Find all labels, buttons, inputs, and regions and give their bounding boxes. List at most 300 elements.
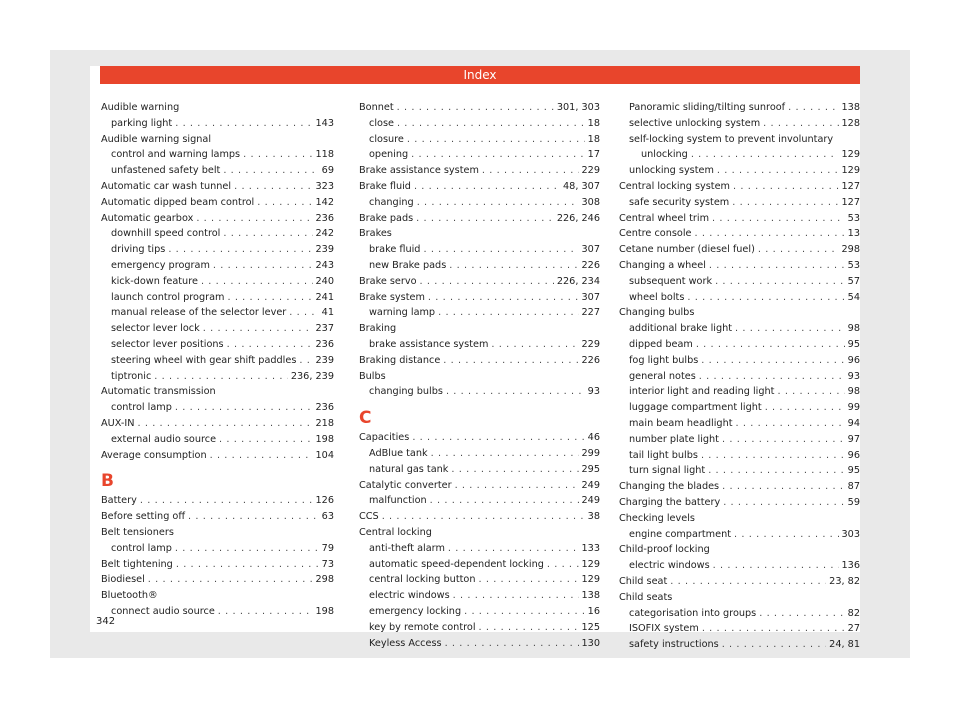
index-entry-page: 128 (841, 117, 860, 129)
index-entry (359, 384, 600, 400)
index-entry (359, 100, 600, 116)
index-entry-page: 16 (587, 605, 600, 617)
index-entry-term: Audible warning (101, 102, 180, 113)
dot-leader (148, 572, 313, 588)
index-entry (359, 337, 600, 353)
dot-leader (701, 448, 845, 464)
index-entry-page: 218 (315, 417, 334, 429)
index-entry (359, 430, 600, 446)
dot-leader (448, 541, 579, 557)
index-entry (619, 542, 860, 558)
index-entry-term: ISOFIX system (629, 623, 699, 635)
index-entry-term: key by remote control (369, 621, 476, 633)
index-entry-term: Average consumption (101, 449, 207, 461)
index-entry-page: 308 (581, 196, 600, 208)
index-section-letter: C (359, 408, 372, 429)
index-entry (359, 116, 600, 132)
dot-leader (196, 211, 312, 227)
index-entry-term: Brake pads (359, 212, 414, 224)
index-entry-page: 93 (587, 386, 600, 398)
dot-leader (438, 305, 578, 321)
index-entry-page: 17 (587, 149, 600, 161)
index-entry-page: 104 (315, 449, 334, 461)
index-entry-term: electric windows (629, 560, 710, 572)
index-entry-page: 237 (315, 323, 334, 335)
index-entry (619, 369, 860, 385)
index-entry-page: 227 (581, 307, 600, 319)
index-entry (101, 179, 334, 195)
index-entry-term: changing bulbs (369, 386, 443, 398)
index-entry-page: 249 (581, 479, 600, 491)
dot-leader (670, 574, 826, 590)
index-entry (619, 163, 860, 179)
index-entry-term: wheel bolts (629, 291, 685, 303)
index-entry-page: 38 (587, 511, 600, 523)
index-entry-page: 129 (581, 574, 600, 586)
index-entry-page: 198 (315, 605, 334, 617)
index-entry (359, 604, 600, 620)
index-entry-term: unlocking system (629, 165, 714, 177)
index-section-letter: B (101, 471, 114, 492)
dot-leader (763, 116, 838, 132)
dot-leader (407, 132, 585, 148)
index-entry-term: electric windows (369, 590, 450, 602)
index-entry-term: unfastened safety belt (111, 165, 221, 177)
dot-leader (479, 620, 579, 636)
dot-leader (478, 572, 578, 588)
index-entry (359, 132, 600, 148)
index-entry (359, 478, 600, 494)
index-entry-page: 229 (581, 165, 600, 177)
index-entry (619, 290, 860, 306)
index-entry-term: tiptronic (111, 370, 152, 382)
index-entry-page: 18 (587, 117, 600, 129)
dot-leader (702, 621, 845, 637)
index-entry (359, 226, 600, 242)
index-entry-term: Central locking (359, 526, 432, 538)
index-entry-term: safe security system (629, 196, 730, 208)
index-entry (101, 572, 334, 588)
index-entry-page: 239 (315, 354, 334, 366)
index-entry-page: 241 (315, 291, 334, 303)
index-entry (359, 462, 600, 478)
index-entry-term: Child seat (619, 575, 668, 587)
index-entry (619, 527, 860, 543)
index-entry-term: Catalytic converter (359, 479, 452, 491)
index-entry-page: 93 (847, 370, 860, 382)
index-entry (101, 195, 334, 211)
dot-leader (451, 462, 578, 478)
index-entry-page: 133 (581, 542, 600, 554)
index-entry-page: 236, 239 (290, 370, 334, 382)
index-entry-page: 295 (581, 463, 600, 475)
index-entry-term: selector lever lock (111, 323, 200, 335)
dot-leader (717, 163, 839, 179)
index-header (100, 66, 860, 84)
index-entry-term: Audible warning signal (101, 133, 212, 145)
dot-leader (765, 400, 845, 416)
dot-leader (547, 557, 579, 573)
index-entry-term: Keyless Access (369, 637, 442, 649)
index-entry-term: control lamp (111, 542, 172, 554)
index-entry (101, 290, 334, 306)
dot-leader (210, 448, 313, 464)
dot-leader (734, 527, 838, 543)
index-entry (359, 446, 600, 462)
dot-leader (491, 337, 578, 353)
dot-leader (299, 353, 312, 369)
index-column-3 (619, 100, 860, 653)
index-entry (101, 116, 334, 132)
index-entry (619, 116, 860, 132)
index-entry-term: natural gas tank (369, 463, 449, 475)
index-entry-page: 118 (315, 149, 334, 161)
index-entry-term: driving tips (111, 244, 166, 256)
dot-leader (227, 337, 313, 353)
index-entry-term: Bonnet (359, 102, 394, 113)
dot-leader (382, 509, 585, 525)
index-entry-page: 298 (315, 574, 334, 586)
index-entry-page: 96 (847, 354, 860, 366)
index-entry-term: additional brake light (629, 323, 733, 335)
index-entry-page: 82 (847, 607, 860, 619)
dot-leader (289, 305, 318, 321)
index-entry-page: 97 (847, 433, 860, 445)
index-entry-term: automatic speed-dependent locking (369, 558, 544, 570)
index-entry-page: 198 (315, 433, 334, 445)
index-entry-term: selective unlocking system (629, 117, 761, 129)
index-entry (619, 337, 860, 353)
index-entry-term: turn signal light (629, 465, 706, 477)
dot-leader (227, 290, 312, 306)
index-entry (359, 211, 600, 227)
dot-leader (412, 430, 584, 446)
dot-leader (699, 369, 845, 385)
index-entry-page: 27 (847, 623, 860, 635)
index-entry-term: emergency program (111, 259, 210, 271)
index-entry-term: warning lamp (369, 307, 436, 319)
index-entry-term: Changing the blades (619, 481, 720, 493)
index-column-1 (101, 100, 334, 620)
index-entry-term: downhill speed control (111, 228, 221, 240)
index-entry (359, 509, 600, 525)
dot-leader (420, 274, 554, 290)
index-entry (101, 400, 334, 416)
index-entry (619, 242, 860, 258)
dot-leader (759, 606, 844, 622)
index-entry (101, 588, 334, 604)
dot-leader (732, 195, 838, 211)
index-entry (101, 100, 334, 116)
index-entry-term: self-locking system to prevent involuntary (629, 133, 834, 145)
index-entry-term: Central locking system (619, 180, 730, 192)
index-entry-term: Panoramic sliding/tilting sunroof (629, 102, 786, 113)
dot-leader (414, 179, 560, 195)
index-entry (359, 525, 600, 541)
index-entry (359, 636, 600, 652)
index-entry-page: 299 (581, 447, 600, 459)
index-entry (101, 557, 334, 573)
index-entry-page: 307 (581, 244, 600, 256)
index-entry (359, 163, 600, 179)
index-entry-page: 53 (847, 259, 860, 271)
index-entry-page: 126 (315, 495, 334, 507)
index-entry (359, 258, 600, 274)
index-entry-term: Automatic dipped beam control (101, 196, 255, 208)
index-entry (619, 574, 860, 590)
index-entry-page: 236 (315, 212, 334, 224)
index-entry (359, 620, 600, 636)
index-entry (101, 258, 334, 274)
index-entry-page: 73 (321, 558, 334, 570)
dot-leader (175, 400, 313, 416)
dot-leader (701, 353, 844, 369)
index-entry (619, 621, 860, 637)
index-entry (101, 337, 334, 353)
index-entry-term: general notes (629, 370, 696, 382)
dot-leader (243, 147, 312, 163)
dot-leader (428, 290, 579, 306)
index-entry-term: Capacities (359, 432, 410, 444)
dot-leader (777, 384, 844, 400)
index-entry-page: 142 (315, 196, 334, 208)
index-entry (359, 493, 600, 509)
index-entry (619, 179, 860, 195)
index-entry (619, 463, 860, 479)
index-entry-term: selector lever positions (111, 338, 224, 350)
index-entry-page: 53 (847, 212, 860, 224)
index-entry-page: 87 (847, 481, 860, 493)
index-entry-term: Brakes (359, 228, 392, 240)
index-entry (619, 305, 860, 321)
index-entry (101, 448, 334, 464)
dot-leader (455, 478, 579, 494)
index-entry (619, 448, 860, 464)
index-entry-term: luggage compartment light (629, 402, 762, 414)
index-entry-term: tail light bulbs (629, 449, 698, 461)
dot-leader (188, 509, 319, 525)
dot-leader (708, 463, 844, 479)
index-entry-page: 240 (315, 275, 334, 287)
dot-leader (175, 541, 319, 557)
index-entry (359, 179, 600, 195)
dot-leader (709, 258, 845, 274)
dot-leader (203, 321, 313, 337)
index-entry-term: closure (369, 133, 404, 145)
dot-leader (733, 179, 839, 195)
index-entry-page: 23, 82 (829, 575, 860, 587)
index-entry-page: 63 (321, 511, 334, 523)
index-entry-term: Child-proof locking (619, 544, 710, 556)
index-entry (619, 226, 860, 242)
index-entry-page: 226 (581, 354, 600, 366)
dot-leader (223, 226, 312, 242)
index-entry (101, 132, 334, 148)
index-entry-term: parking light (111, 117, 173, 129)
index-entry-page: 130 (581, 637, 600, 649)
index-entry-page: 41 (321, 307, 334, 319)
index-entry-term: AdBlue tank (369, 447, 428, 459)
index-entry (101, 321, 334, 337)
index-entry-term: control and warning lamps (111, 149, 241, 161)
index-entry-page: 129 (841, 149, 860, 161)
index-entry-term: manual release of the selector lever (111, 307, 287, 319)
index-entry (359, 588, 600, 604)
index-entry-term: Battery (101, 495, 137, 507)
index-entry (101, 147, 334, 163)
index-entry-page: 18 (587, 133, 600, 145)
dot-leader (696, 337, 845, 353)
index-entry-term: number plate light (629, 433, 719, 445)
index-entry (359, 305, 600, 321)
index-entry-term: Charging the battery (619, 496, 721, 508)
dot-leader (201, 274, 313, 290)
dot-leader (175, 116, 312, 132)
index-entry-page: 94 (847, 417, 860, 429)
index-entry-term: Cetane number (diesel fuel) (619, 244, 755, 256)
index-entry-page: 95 (847, 338, 860, 350)
index-entry (359, 572, 600, 588)
index-entry-page: 129 (581, 558, 600, 570)
index-entry-page: 226, 234 (556, 275, 600, 287)
index-entry-term: subsequent work (629, 275, 713, 287)
dot-leader (453, 588, 579, 604)
index-entry (359, 321, 600, 337)
index-entry (619, 416, 860, 432)
dot-leader (234, 179, 312, 195)
index-entry (359, 557, 600, 573)
index-entry-page: 242 (315, 228, 334, 240)
index-column-2 (359, 100, 600, 651)
index-entry-term: main beam headlight (629, 417, 733, 429)
index-entry-page: 307 (581, 291, 600, 303)
index-entry (619, 479, 860, 495)
dot-leader (482, 163, 579, 179)
index-entry-page: 127 (841, 196, 860, 208)
index-entry-term: brake assistance system (369, 338, 489, 350)
index-entry (619, 274, 860, 290)
dot-leader (445, 636, 579, 652)
index-entry-term: Centre console (619, 228, 692, 240)
index-entry (101, 541, 334, 557)
index-entry-page: 138 (581, 590, 600, 602)
index-entry-page: 239 (315, 244, 334, 256)
dot-leader (411, 147, 585, 163)
index-entry-page: 125 (581, 621, 600, 633)
dot-leader (423, 242, 578, 258)
page-number: 342 (96, 616, 116, 627)
index-entry-term: Braking (359, 323, 397, 335)
index-entry (619, 606, 860, 622)
index-entry-page: 98 (847, 323, 860, 335)
dot-leader (443, 353, 578, 369)
index-entry (101, 305, 334, 321)
index-entry-page: 99 (847, 402, 860, 414)
index-entry (619, 558, 860, 574)
index-entry-term: Bulbs (359, 370, 386, 382)
index-entry (101, 274, 334, 290)
index-entry (359, 541, 600, 557)
index-entry-term: Brake system (359, 291, 425, 303)
dot-leader (416, 211, 554, 227)
dot-leader (723, 495, 844, 511)
dot-leader (257, 195, 312, 211)
index-entry-page: 138 (841, 102, 860, 113)
index-entry-term: Automatic car wash tunnel (101, 180, 232, 192)
index-entry (101, 416, 334, 432)
index-entry-page: 69 (321, 165, 334, 177)
index-entry (101, 493, 334, 509)
index-entry (619, 353, 860, 369)
index-entry-page: 249 (581, 495, 600, 507)
index-entry-page: 236 (315, 338, 334, 350)
index-entry-term: Braking distance (359, 354, 441, 366)
index-entry (359, 242, 600, 258)
dot-leader (695, 226, 845, 242)
dot-leader (397, 116, 585, 132)
index-entry (359, 147, 600, 163)
index-entry (101, 432, 334, 448)
dot-leader (758, 242, 839, 258)
index-entry-page: 226 (581, 259, 600, 271)
index-entry-page: 46 (587, 432, 600, 444)
index-entry-term: opening (369, 149, 409, 161)
index-entry (619, 590, 860, 606)
index-entry-term: emergency locking (369, 605, 462, 617)
index-entry-page: 96 (847, 449, 860, 461)
dot-leader (168, 242, 312, 258)
index-entry-term: external audio source (111, 433, 217, 445)
index-entry-term: Automatic transmission (101, 386, 216, 398)
index-entry (101, 509, 334, 525)
index-entry (101, 211, 334, 227)
index-entry-page: 136 (841, 560, 860, 572)
index-entry-term: unlocking (641, 149, 688, 161)
index-entry (101, 525, 334, 541)
index-entry-page: 59 (847, 496, 860, 508)
index-entry-page: 57 (847, 275, 860, 287)
index-entry-term: Child seats (619, 591, 673, 603)
index-entry-term: changing (369, 196, 414, 208)
index-entry-page: 79 (321, 542, 334, 554)
dot-leader (722, 432, 845, 448)
index-entry-page: 323 (315, 180, 334, 192)
index-entry (619, 432, 860, 448)
index-entry-page: 127 (841, 180, 860, 192)
index-entry (359, 369, 600, 385)
index-entry-term: fog light bulbs (629, 354, 699, 366)
index-entry (619, 211, 860, 227)
index-title: Index (463, 68, 497, 82)
index-entry-term: Brake assistance system (359, 165, 479, 177)
index-entry (619, 384, 860, 400)
index-entry (619, 100, 860, 116)
index-entry-term: Checking levels (619, 512, 695, 524)
index-entry-term: Bluetooth® (101, 590, 158, 602)
index-entry-term: Biodiesel (101, 574, 145, 586)
dot-leader (464, 604, 585, 620)
index-entry (619, 637, 860, 653)
index-entry-term: Before setting off (101, 511, 186, 523)
index-entry-term: Brake servo (359, 275, 417, 287)
index-entry-term: Brake fluid (359, 180, 411, 192)
index-entry (101, 242, 334, 258)
index-entry-term: Belt tensioners (101, 526, 174, 538)
index-entry (619, 258, 860, 274)
index-entry-term: Automatic gearbox (101, 212, 194, 224)
index-entry-page: 301, 303 (556, 102, 600, 113)
index-entry (101, 604, 334, 620)
